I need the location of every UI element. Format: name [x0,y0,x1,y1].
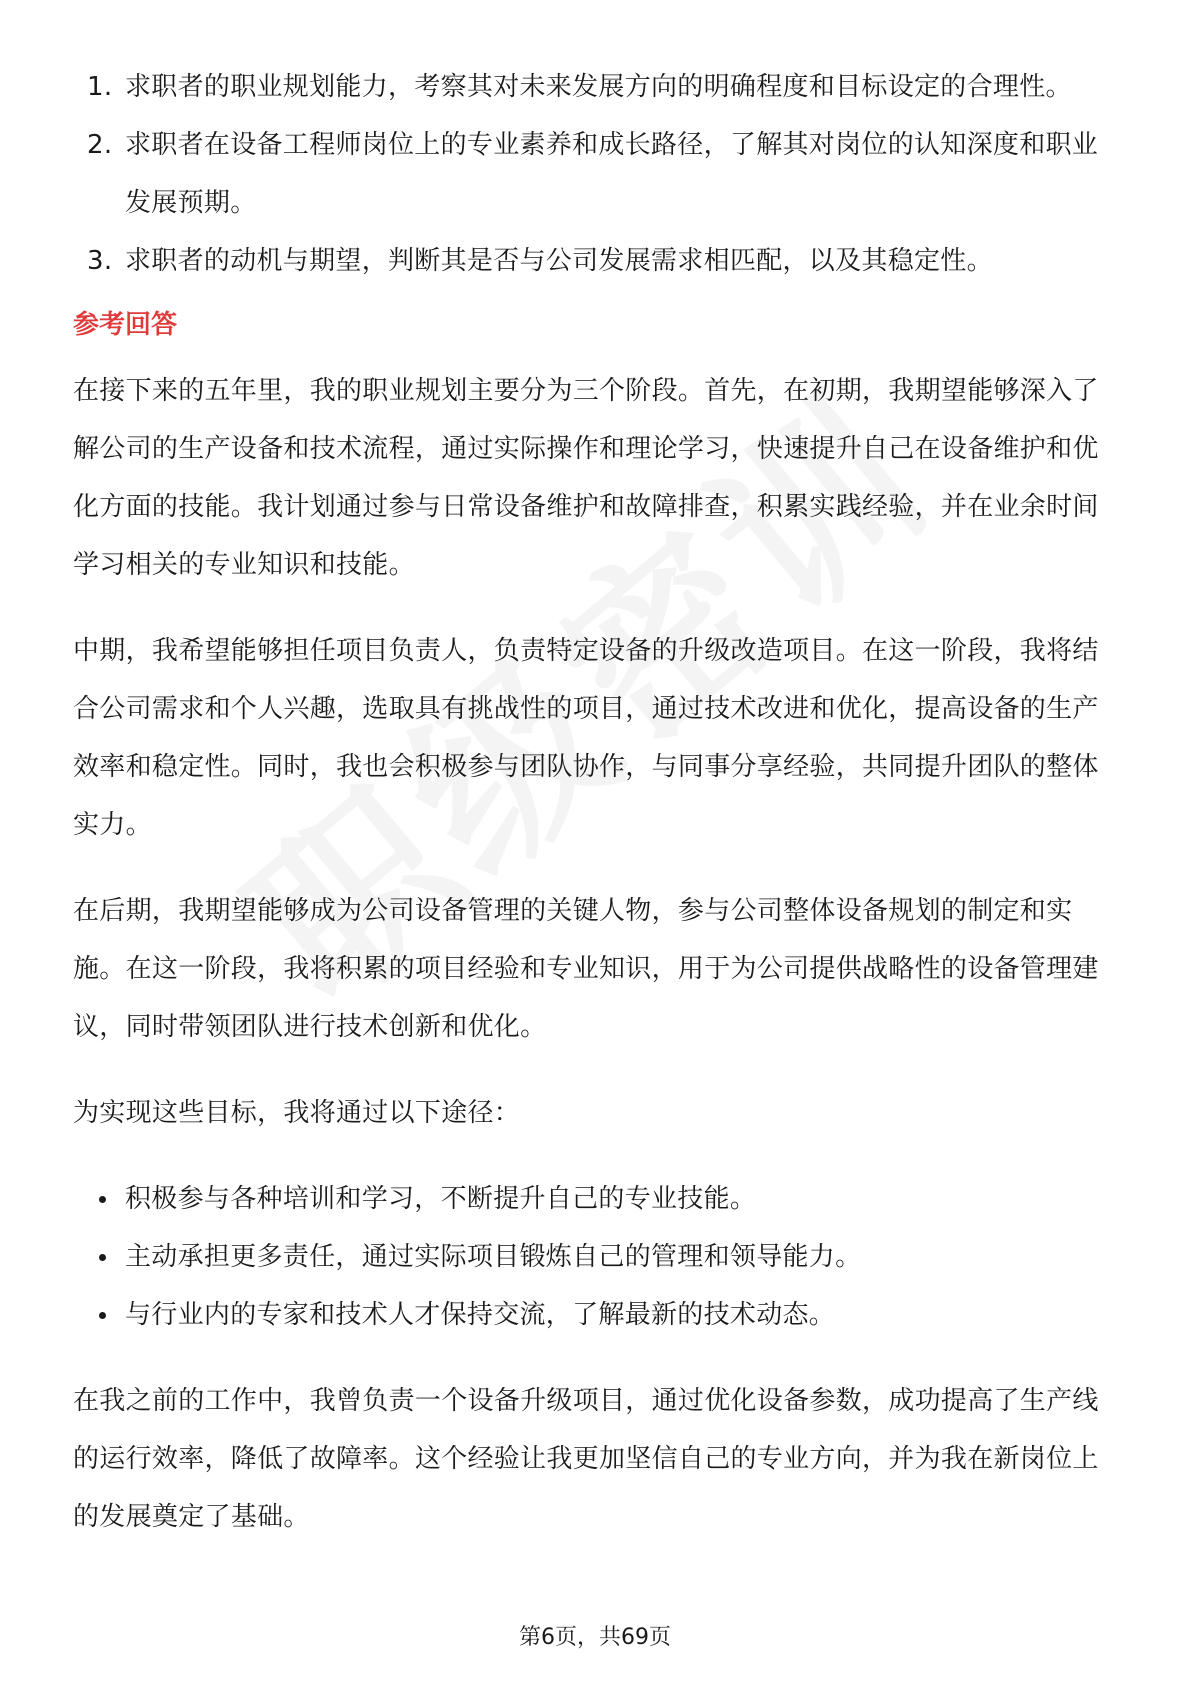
bullet-icon [99,1254,106,1261]
list-item-text: 与行业内的专家和技术人才保持交流，了解最新的技术动态。 [125,1300,836,1330]
bullet-icon [99,1312,106,1319]
reference-answer-heading: 参考回答 [73,310,178,340]
list-item-number: 1. [87,72,113,102]
list-item-number: 2. [87,130,113,160]
paragraph: 在接下来的五年里，我的职业规划主要分为三个阶段。首先，在初期，我期望能够深入了解公司的生产设备和技术流程，通过实际操作和理论学习，快速提升自己在设备维护和优化方面的技能。我计划通过参与日常设备维护和故障排查，积累实践经验，并在业余时间学习相关的专业知识和技能。 [73,376,1099,580]
list-item-number: 3. [87,246,113,276]
paragraph: 中期，我希望能够担任项目负责人，负责特定设备的升级改造项目。在这一阶段，我将结合公司需求和个人兴趣，选取具有挑战性的项目，通过技术改进和优化，提高设备的生产效率和稳定性。同时，我也会积极参与团队协作，与同事分享经验，共同提升团队的整体实力。 [73,636,1099,840]
list-item-text: 主动承担更多责任，通过实际项目锻炼自己的管理和领导能力。 [125,1242,862,1272]
list-item [73,58,1113,116]
paths-list [73,1170,1113,1344]
list-item-text: 求职者的动机与期望，判断其是否与公司发展需求相匹配，以及其稳定性。 [125,246,993,276]
list-item-text: 求职者在设备工程师岗位上的专业素养和成长路径，了解其对岗位的认知深度和职业发展预期。 [125,130,1099,218]
list-item-text: 积极参与各种培训和学习，不断提升自己的专业技能。 [125,1184,757,1214]
paragraph: 为实现这些目标，我将通过以下途径： [73,1098,521,1128]
page-number-footer: 第6页，共69页 [519,1625,671,1650]
list-item [73,1170,1113,1228]
list-item [73,232,1113,290]
assessment-points-list [73,58,1113,290]
list-item [73,116,1113,232]
closing-paragraph: 在我之前的工作中，我曾负责一个设备升级项目，通过优化设备参数，成功提高了生产线的运行效率，降低了故障率。这个经验让我更加坚信自己的专业方向，并为我在新岗位上的发展奠定了基础。 [73,1386,1099,1532]
list-item [73,1286,1113,1344]
page-content [73,58,1113,1546]
bullet-icon [99,1196,106,1203]
list-item [73,1228,1113,1286]
paragraph: 在后期，我期望能够成为公司设备管理的关键人物，参与公司整体设备规划的制定和实施。在这一阶段，我将积累的项目经验和专业知识，用于为公司提供战略性的设备管理建议，同时带领团队进行技术创新和优化。 [73,896,1099,1042]
list-item-text: 求职者的职业规划能力，考察其对未来发展方向的明确程度和目标设定的合理性。 [125,72,1072,102]
